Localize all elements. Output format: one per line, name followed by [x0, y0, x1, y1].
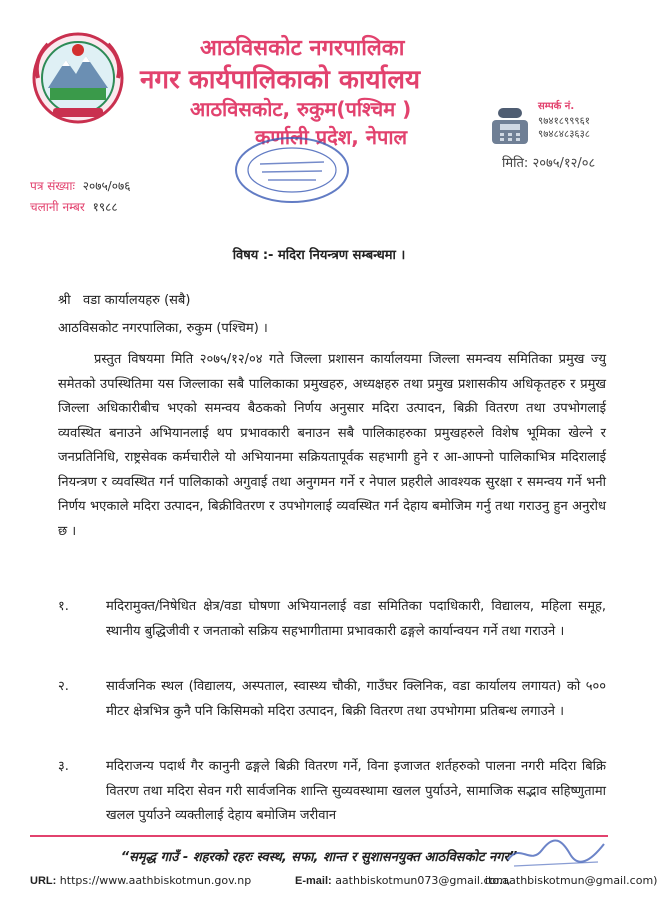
list-item — [58, 595, 606, 644]
officer-signature — [500, 832, 610, 872]
letter-number-label: पत्र संख्याः — [30, 179, 75, 193]
footer-email-2[interactable]: ito.aathbiskotmun@gmail.com) — [485, 874, 657, 887]
list-item-text: मदिराजन्य पदार्थ गैर कानुनी ढङ्गले बिक्री वितरण गर्ने, विना इजाजत शर्तहरुको पालना नगरी मदिरा बिक्रि वितरण तथा मदिरा सेवन गरी सार्वजनिक शान्ति सुव्यवस्थामा खलल पुर्याउने, सामाजिक सद्भाव सहिष्णुतामा खलल पुर्याउने व्यक्तीलाई देहाय बमोजिम जरीवान — [106, 759, 606, 823]
recipient-line1: श्री वडा कार्यालयहरु (सबै) — [58, 293, 191, 308]
list-item-number: २. — [58, 679, 69, 694]
nepal-emblem-logo — [28, 30, 128, 125]
letter-date — [502, 153, 595, 171]
office-stamp-seal — [232, 134, 352, 206]
contact-phone-1: ९७४१८९९९६१ — [538, 116, 590, 127]
footer-url — [30, 874, 251, 887]
date-value: २०७५/१२/०८ — [532, 156, 596, 171]
telephone-icon — [488, 106, 532, 146]
list-item-number: १. — [58, 599, 69, 614]
dispatch-number-value: १९८८ — [92, 200, 118, 214]
office-name-line2: नगर कार्यपालिकाको कार्यालय — [140, 65, 421, 95]
list-item — [58, 675, 606, 724]
letter-body-paragraph: प्रस्तुत विषयमा मिति २०७५/१२/०४ गते जिल्ला प्रशासन कार्यालयमा जिल्ला समन्वय समितिका प्रमुख ज्यु समेतको उपस्थितिमा यस जिल्लाका सबै पालिकाका प्रमुखहरु, अध्यक्षहरु तथा प्रमुख प्रशासकीय अधिकृतहरु र प्रमुख जिल्ला अधिकारीबीच भएको समन्वय बैठकको निर्णय अनुसार मदिरा उत्पादन, बिक्री वितरण तथा उपभोगलाई व्यवस्थित बनाउने अभियानलाई थप प्रभावकारी बनाउन सबै पालिकाहरुका प्रमुखहरुले विशेष भूमिका खेल्ने र जनप्रतिनिधि, राष्ट्रसेवक कर्मचारीले यो अभियानमा सक्रियतापूर्वक सहभागी हुने र आ-आफ्नो पालिकाभित्र मदिरालाई नियन्त्रण र व्यवस्थित गर्न पालिकाको अगुवाई तथा अनुगमन गर्ने र नेपाल प्रहरीले आवश्यक सुरक्षा र समन्वय गर्ने भनी निर्णय भएकाले मदिरा उत्पादन, बिक्रीवितरण र उपभोगलाई व्यवस्थित गर्न देहाय बमोजिम गर्नु तथा गराउनु हुन अनुरोध छ । — [58, 352, 606, 539]
url-label: URL: — [30, 875, 57, 887]
date-label: मिति: — [502, 156, 529, 171]
url-link[interactable]: https://www.aathbiskotmun.gov.np — [59, 874, 252, 887]
footer-email — [295, 874, 510, 887]
list-item-text: मदिरामुक्त/निषेधित क्षेत्र/वडा घोषणा अभियानलाई वडा समितिका पदाधिकारी, विद्यालय, महिला समूह, स्थानीय बुद्धिजीवी र जनताको सक्रिय सहभागीतामा प्रभावकारी ढङ्गले कार्यान्वयन गर्ने तथा गराउने । — [106, 599, 606, 639]
contact-block — [538, 100, 590, 141]
dispatch-number — [30, 198, 118, 215]
list-item-text: सार्वजनिक स्थल (विद्यालय, अस्पताल, स्वास्थ्य चौकी, गाउँघर क्लिनिक, वडा कार्यालय लगायत) को ५०० मीटर क्षेत्रभित्र कुनै पनि किसिमको मदिरा उत्पादन, बिक्री वितरण तथा उपभोगमा प्रतिबन्ध लगाउने । — [106, 679, 606, 719]
contact-phone-2: ९७४८४८३६३८ — [538, 129, 590, 140]
office-address-line1: आठविसकोट, रुकुम(पश्चिम ) — [190, 97, 412, 121]
letter-number — [30, 177, 130, 194]
email-label: E-mail: — [295, 875, 332, 887]
contact-title: सम्पर्क नं. — [538, 101, 575, 112]
footer-slogan: “समृद्ध गाउँ - शहरको रहरः स्वस्थ, सफा, शान्त र सुशासनयुक्त आठविसकोट नगर” — [120, 850, 518, 865]
recipient-line2: आठविसकोट नगरपालिका, रुकुम (पश्चिम) । — [58, 321, 268, 336]
office-address-line2: कर्णाली प्रदेश, नेपाल — [255, 125, 408, 149]
list-item-number: ३. — [58, 759, 69, 774]
list-item — [58, 755, 606, 829]
letter-number-value: २०७५/०७६ — [82, 179, 131, 193]
office-name-line1: आठविसकोट नगरपालिका — [200, 36, 405, 61]
email-link[interactable]: aathbiskotmun073@gmail.com, — [335, 874, 511, 887]
dispatch-number-label: चलानी नम्बर — [30, 200, 85, 214]
letter-subject: विषय :- मदिरा नियन्त्रण सम्बन्धमा । — [232, 248, 406, 263]
